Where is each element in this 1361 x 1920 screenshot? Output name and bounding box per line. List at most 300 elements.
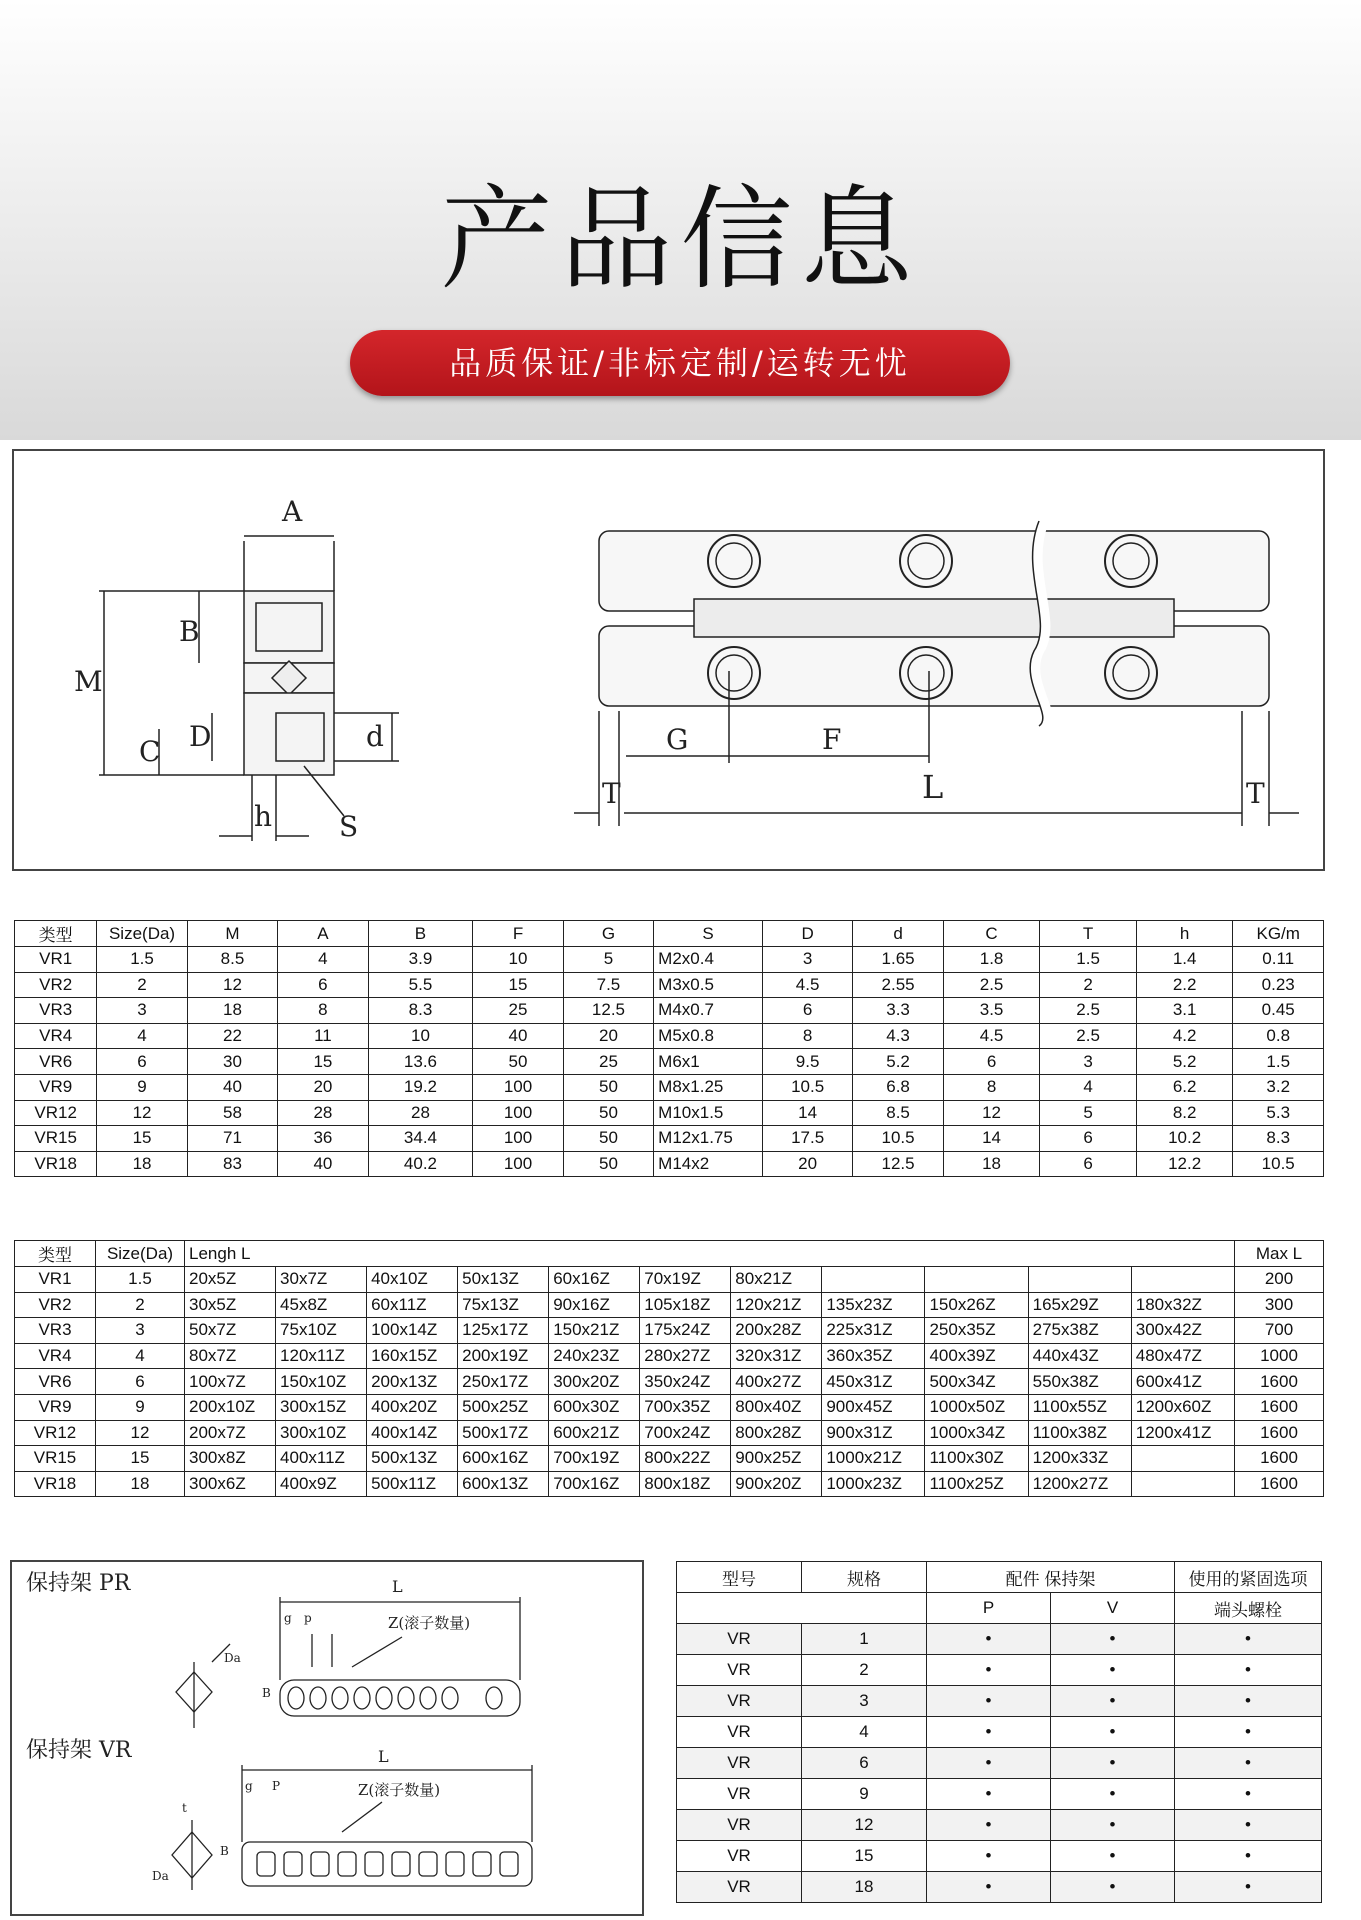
table-cell: 9 [97, 1074, 187, 1100]
table-cell: M12x1.75 [654, 1126, 763, 1152]
table-cell: 500x25Z [458, 1394, 549, 1420]
table-cell: • [1050, 1686, 1174, 1717]
table-cell: Lengh L [185, 1241, 1235, 1267]
vr-g-label: g [245, 1779, 253, 1793]
roller-icon [310, 1687, 326, 1709]
table-cell: 400x20Z [367, 1394, 458, 1420]
table-cell: 使用的紧固选项 [1175, 1562, 1322, 1593]
table-cell: 40 [278, 1151, 368, 1177]
table-cell: 1000x50Z [925, 1394, 1028, 1420]
table-row [15, 1100, 1324, 1126]
table-cell: 1.5 [96, 1267, 185, 1293]
table-cell: 60x11Z [367, 1292, 458, 1318]
table-cell: 3.9 [368, 947, 473, 973]
table-cell: 1200x27Z [1028, 1471, 1131, 1497]
table-cell: 2.5 [943, 972, 1040, 998]
table-cell: 1.65 [853, 947, 943, 973]
table-cell: 20 [762, 1151, 852, 1177]
table-cell: 500x17Z [458, 1420, 549, 1446]
vr-P-label: P [272, 1779, 281, 1793]
label-h: h [254, 800, 273, 833]
table-cell: 15 [97, 1126, 187, 1152]
table-cell: 1100x25Z [925, 1471, 1028, 1497]
table-cell: M4x0.7 [654, 998, 763, 1024]
table-row [677, 1872, 1322, 1903]
table-cell: 40x10Z [367, 1267, 458, 1293]
table-cell: 22 [187, 1023, 277, 1049]
table-cell: 18 [187, 998, 277, 1024]
table-cell: 4.3 [853, 1023, 943, 1049]
table-cell: 25 [473, 998, 563, 1024]
table-cell: 75x10Z [276, 1318, 367, 1344]
table-cell: 10.2 [1136, 1126, 1233, 1152]
label-L: L [922, 768, 944, 806]
table-header-row [15, 921, 1324, 947]
length-table [14, 1240, 1324, 1497]
table-cell: 15 [96, 1446, 185, 1472]
roller-icon [365, 1852, 383, 1876]
table-cell: 550x38Z [1028, 1369, 1131, 1395]
table-cell: 4 [802, 1717, 927, 1748]
table-cell: 28 [278, 1100, 368, 1126]
header-banner [0, 0, 1361, 440]
table-cell: 280x27Z [640, 1343, 731, 1369]
table-cell: 1600 [1235, 1446, 1324, 1472]
table-cell: 9 [96, 1394, 185, 1420]
table-cell: 500x34Z [925, 1369, 1028, 1395]
table-cell: • [927, 1624, 1051, 1655]
table-cell: 1100x38Z [1028, 1420, 1131, 1446]
table-cell: 200x10Z [185, 1394, 276, 1420]
roller-icon [419, 1852, 437, 1876]
table-cell: 800x18Z [640, 1471, 731, 1497]
table-cell: 450x31Z [822, 1369, 925, 1395]
label-d: d [366, 720, 384, 753]
table-cell: 18 [97, 1151, 187, 1177]
table-row [15, 1318, 1324, 1344]
table-cell: VR [677, 1841, 802, 1872]
table-cell [822, 1267, 925, 1293]
table-cell: 12.2 [1136, 1151, 1233, 1177]
table-row [677, 1717, 1322, 1748]
table-cell: 900x31Z [822, 1420, 925, 1446]
vr-L-label: L [378, 1747, 389, 1766]
table-cell: 型号 [677, 1562, 802, 1593]
table-cell: 600x13Z [458, 1471, 549, 1497]
label-M: M [74, 665, 103, 698]
table-row [677, 1810, 1322, 1841]
table-cell: VR15 [15, 1446, 96, 1472]
cage-pr-title: 保持架 PR [26, 1571, 131, 1596]
table-cell: 18 [943, 1151, 1040, 1177]
table-cell: 1600 [1235, 1420, 1324, 1446]
table-cell: 3.1 [1136, 998, 1233, 1024]
table-cell: 4 [278, 947, 368, 973]
table-cell: 14 [943, 1126, 1040, 1152]
table-cell: 1200x41Z [1131, 1420, 1234, 1446]
table-cell: 12 [802, 1810, 927, 1841]
table-cell: T [1040, 921, 1137, 947]
table-cell: 60x16Z [549, 1267, 640, 1293]
vr-Da-label: Da [152, 1869, 169, 1883]
table-cell: 1600 [1235, 1369, 1324, 1395]
table-cell: VR4 [15, 1023, 97, 1049]
table-cell: M10x1.5 [654, 1100, 763, 1126]
table-cell: 0.11 [1233, 947, 1324, 973]
roller-icon [398, 1687, 414, 1709]
table-cell: 105x18Z [640, 1292, 731, 1318]
table-cell: VR6 [15, 1049, 97, 1075]
table-cell: • [1050, 1872, 1174, 1903]
table-cell: 12.5 [853, 1151, 943, 1177]
table-cell: 1600 [1235, 1394, 1324, 1420]
table-row [15, 1420, 1324, 1446]
table-cell: 80x7Z [185, 1343, 276, 1369]
table-cell: 250x17Z [458, 1369, 549, 1395]
table-cell: 类型 [15, 1241, 96, 1267]
table-header-row [677, 1562, 1322, 1593]
table-cell [1028, 1267, 1131, 1293]
table-cell: • [1050, 1779, 1174, 1810]
table-cell: VR9 [15, 1074, 97, 1100]
page-title: 产品信息 [440, 175, 921, 305]
table-cell: 500x11Z [367, 1471, 458, 1497]
table-cell: 30x7Z [276, 1267, 367, 1293]
table-cell: 端头螺栓 [1175, 1593, 1322, 1624]
table-cell: 36 [278, 1126, 368, 1152]
table-cell: 120x21Z [731, 1292, 822, 1318]
table-cell: • [927, 1717, 1051, 1748]
roller-icon [442, 1687, 458, 1709]
dimension-table [14, 920, 1324, 1177]
table-cell: 71 [187, 1126, 277, 1152]
table-row [15, 1471, 1324, 1497]
table-cell: 10.5 [1233, 1151, 1324, 1177]
table-cell: 1.5 [1040, 947, 1137, 973]
table-cell: 6 [278, 972, 368, 998]
table-cell: 180x32Z [1131, 1292, 1234, 1318]
table-cell: 12 [96, 1420, 185, 1446]
table-cell: 175x24Z [640, 1318, 731, 1344]
label-B: B [179, 615, 200, 648]
table-cell: • [1050, 1841, 1174, 1872]
table-cell: 700x16Z [549, 1471, 640, 1497]
table-cell: • [1175, 1872, 1322, 1903]
table-cell: • [927, 1841, 1051, 1872]
table-row [15, 1446, 1324, 1472]
table-cell: 400x39Z [925, 1343, 1028, 1369]
table-cell: 9.5 [762, 1049, 852, 1075]
table-cell: 2.5 [1040, 998, 1137, 1024]
roller-icon [486, 1687, 502, 1709]
table-row [677, 1624, 1322, 1655]
table-cell: 8.3 [1233, 1126, 1324, 1152]
table-cell: 8.5 [853, 1100, 943, 1126]
table-cell: M5x0.8 [654, 1023, 763, 1049]
table-cell: 8 [943, 1074, 1040, 1100]
table-cell: 3 [97, 998, 187, 1024]
roller-icon [257, 1852, 275, 1876]
table-cell: 规格 [802, 1562, 927, 1593]
table-cell: 0.8 [1233, 1023, 1324, 1049]
table-cell: VR4 [15, 1343, 96, 1369]
table-cell: h [1136, 921, 1233, 947]
table-cell: 18 [802, 1872, 927, 1903]
table-cell: 4 [97, 1023, 187, 1049]
table-row [677, 1841, 1322, 1872]
table-cell: 4.5 [762, 972, 852, 998]
table-cell: VR [677, 1686, 802, 1717]
roller-icon [288, 1687, 304, 1709]
table-cell: 30x5Z [185, 1292, 276, 1318]
table-cell: 30 [187, 1049, 277, 1075]
table-cell: Max L [1235, 1241, 1324, 1267]
table-cell: 1000x34Z [925, 1420, 1028, 1446]
table-cell: 12.5 [563, 998, 653, 1024]
table-cell: 1.4 [1136, 947, 1233, 973]
table-cell: 12 [943, 1100, 1040, 1126]
table-row [677, 1779, 1322, 1810]
table-cell: 300 [1235, 1292, 1324, 1318]
table-cell: 4.2 [1136, 1023, 1233, 1049]
label-S: S [339, 810, 359, 843]
table-row [15, 998, 1324, 1024]
table-cell: M2x0.4 [654, 947, 763, 973]
table-cell: C [943, 921, 1040, 947]
table-cell: 20 [563, 1023, 653, 1049]
table-row [677, 1748, 1322, 1779]
table-cell: 2 [1040, 972, 1137, 998]
table-cell: VR2 [15, 972, 97, 998]
roller-icon [392, 1852, 410, 1876]
table-cell: 34.4 [368, 1126, 473, 1152]
table-cell: 20 [278, 1074, 368, 1100]
table-cell: 1000x23Z [822, 1471, 925, 1497]
table-cell: 15 [278, 1049, 368, 1075]
table-cell: • [1050, 1717, 1174, 1748]
table-cell: 800x22Z [640, 1446, 731, 1472]
table-row [15, 1394, 1324, 1420]
table-cell: 25 [563, 1049, 653, 1075]
table-cell: 6 [1040, 1151, 1137, 1177]
table-cell: 200x7Z [185, 1420, 276, 1446]
table-cell: VR [677, 1810, 802, 1841]
table-cell: 150x21Z [549, 1318, 640, 1344]
table-cell: 6 [1040, 1126, 1137, 1152]
table-row [15, 1267, 1324, 1293]
roller-icon [311, 1852, 329, 1876]
table-cell: 3.2 [1233, 1074, 1324, 1100]
table-cell: M [187, 921, 277, 947]
table-row [677, 1686, 1322, 1717]
table-cell: 50 [473, 1049, 563, 1075]
table-cell: KG/m [1233, 921, 1324, 947]
table-cell: Size(Da) [96, 1241, 185, 1267]
table-cell: 5.2 [1136, 1049, 1233, 1075]
roller-icon [500, 1852, 518, 1876]
table-cell: 100 [473, 1100, 563, 1126]
table-row [15, 1369, 1324, 1395]
table-row [15, 1151, 1324, 1177]
table-cell: • [1175, 1717, 1322, 1748]
table-cell: 17.5 [762, 1126, 852, 1152]
table-cell: 300x15Z [276, 1394, 367, 1420]
table-cell: 10.5 [762, 1074, 852, 1100]
table-cell: 1.8 [943, 947, 1040, 973]
table-cell: 1000 [1235, 1343, 1324, 1369]
pr-Da-label: Da [224, 1651, 241, 1665]
table-cell: P [927, 1593, 1051, 1624]
table-cell: 300x8Z [185, 1446, 276, 1472]
table-cell: 440x43Z [1028, 1343, 1131, 1369]
table-cell: 800x40Z [731, 1394, 822, 1420]
table-cell: 100 [473, 1151, 563, 1177]
table-cell: 1200x60Z [1131, 1394, 1234, 1420]
table-cell: 4.5 [943, 1023, 1040, 1049]
table-cell: 400x27Z [731, 1369, 822, 1395]
table-cell: 2 [96, 1292, 185, 1318]
table-cell: 8.3 [368, 998, 473, 1024]
table-cell: 300x20Z [549, 1369, 640, 1395]
table-cell: 4 [96, 1343, 185, 1369]
table-cell: 6 [802, 1748, 927, 1779]
vr-B-label: B [220, 1844, 229, 1858]
table-cell: 1100x30Z [925, 1446, 1028, 1472]
table-cell: 400x9Z [276, 1471, 367, 1497]
table-row [15, 1343, 1324, 1369]
table-cell: 160x15Z [367, 1343, 458, 1369]
cage-drawing [12, 1562, 642, 1914]
table-cell: • [1175, 1779, 1322, 1810]
table-cell: 135x23Z [822, 1292, 925, 1318]
roller-icon [284, 1852, 302, 1876]
table-cell: 配件 保持架 [927, 1562, 1175, 1593]
table-cell: 2 [802, 1655, 927, 1686]
table-cell: 2.55 [853, 972, 943, 998]
vr-z-label: Z(滚子数量) [358, 1781, 441, 1799]
label-G: G [666, 723, 689, 756]
table-cell: 125x17Z [458, 1318, 549, 1344]
table-cell: 1.5 [1233, 1049, 1324, 1075]
table-cell: 28 [368, 1100, 473, 1126]
table-cell: • [927, 1686, 1051, 1717]
cage-vr-title: 保持架 VR [26, 1738, 132, 1763]
dimension-drawing [14, 451, 1323, 869]
table-cell: 50x13Z [458, 1267, 549, 1293]
options-table [676, 1561, 1322, 1903]
table-cell: M8x1.25 [654, 1074, 763, 1100]
table-cell: 40.2 [368, 1151, 473, 1177]
table-cell: 2.2 [1136, 972, 1233, 998]
table-cell: M6x1 [654, 1049, 763, 1075]
table-cell: 0.23 [1233, 972, 1324, 998]
table-cell: 6 [97, 1049, 187, 1075]
table-cell: 6 [943, 1049, 1040, 1075]
table-cell: 15 [802, 1841, 927, 1872]
table-cell: VR2 [15, 1292, 96, 1318]
table-cell: 300x6Z [185, 1471, 276, 1497]
table-cell: • [1175, 1686, 1322, 1717]
table-cell [925, 1267, 1028, 1293]
table-cell: 5 [1040, 1100, 1137, 1126]
table-cell: 50 [563, 1126, 653, 1152]
table-cell: 6 [762, 998, 852, 1024]
table-cell: 1000x21Z [822, 1446, 925, 1472]
label-F: F [822, 723, 842, 756]
table-cell: 8.2 [1136, 1100, 1233, 1126]
label-T-left: T [602, 777, 621, 810]
table-cell: D [762, 921, 852, 947]
table-cell: VR9 [15, 1394, 96, 1420]
table-cell: 5 [563, 947, 653, 973]
table-cell: VR [677, 1717, 802, 1748]
cage-diagram [10, 1560, 644, 1916]
label-D: D [189, 720, 212, 753]
table-cell: 200 [1235, 1267, 1324, 1293]
table-cell: • [1050, 1810, 1174, 1841]
table-cell: VR12 [15, 1420, 96, 1446]
table-cell: 75x13Z [458, 1292, 549, 1318]
table-cell: • [1175, 1841, 1322, 1872]
table-cell: 58 [187, 1100, 277, 1126]
table-cell: 900x20Z [731, 1471, 822, 1497]
table-cell: 1200x33Z [1028, 1446, 1131, 1472]
table-cell: 50 [563, 1100, 653, 1126]
table-cell: • [927, 1655, 1051, 1686]
table-cell: 1.5 [97, 947, 187, 973]
table-cell: VR18 [15, 1471, 96, 1497]
label-T-right: T [1246, 777, 1265, 810]
table-cell: 4 [1040, 1074, 1137, 1100]
table-cell: 700x24Z [640, 1420, 731, 1446]
table-cell: VR [677, 1872, 802, 1903]
table-cell: 40 [473, 1023, 563, 1049]
table-cell: 250x35Z [925, 1318, 1028, 1344]
table-cell: 200x13Z [367, 1369, 458, 1395]
table-cell: 12 [187, 972, 277, 998]
table-cell: G [563, 921, 653, 947]
table-cell: 275x38Z [1028, 1318, 1131, 1344]
table-cell: • [1050, 1624, 1174, 1655]
table-cell: 11 [278, 1023, 368, 1049]
table-cell: VR3 [15, 998, 97, 1024]
table-cell [677, 1593, 927, 1624]
pr-g-label: g [284, 1611, 292, 1625]
table-cell: 19.2 [368, 1074, 473, 1100]
table-cell: 360x35Z [822, 1343, 925, 1369]
table-row [15, 947, 1324, 973]
table-cell: VR [677, 1655, 802, 1686]
roller-icon [354, 1687, 370, 1709]
table-cell: 600x16Z [458, 1446, 549, 1472]
table-cell: 14 [762, 1100, 852, 1126]
table-cell: 90x16Z [549, 1292, 640, 1318]
table-cell: 240x23Z [549, 1343, 640, 1369]
table-cell: 700 [1235, 1318, 1324, 1344]
table-cell: 100 [473, 1074, 563, 1100]
table-cell: • [1175, 1748, 1322, 1779]
label-A: A [282, 495, 303, 528]
table-cell: 300x42Z [1131, 1318, 1234, 1344]
roller-icon [338, 1852, 356, 1876]
table-cell: 83 [187, 1151, 277, 1177]
table-cell: 6.8 [853, 1074, 943, 1100]
table-cell: 9 [802, 1779, 927, 1810]
table-cell: 1600 [1235, 1471, 1324, 1497]
roller-icon [446, 1852, 464, 1876]
table-cell: 350x24Z [640, 1369, 731, 1395]
table-cell: 165x29Z [1028, 1292, 1131, 1318]
